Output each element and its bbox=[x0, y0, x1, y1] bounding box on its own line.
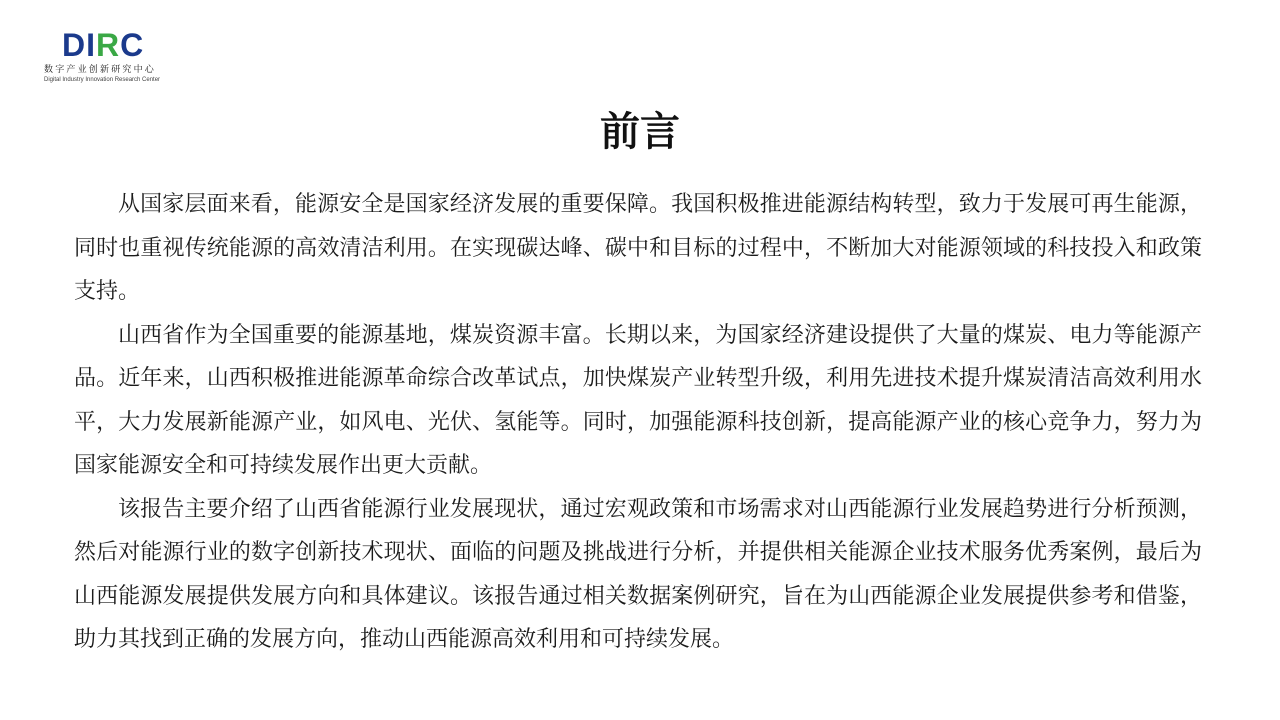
page-title: 前言 bbox=[600, 109, 680, 155]
logo-subtitle-en: Digital Industry Innovation Research Center bbox=[44, 77, 161, 83]
logo-subtitle: 数字产业创新研究中心 bbox=[44, 65, 157, 75]
paragraph-2: 山西省作为全国重要的能源基地，煤炭资源丰富。长期以来，为国家经济建设提供了大量的煤炭、电力等能源产品。近年来，山西积极推进能源革命综合改革试点，加快煤炭产业转型升级，利用先进技术提升煤炭清洁高效利用水平，大力发展新能源产业，如风电、光伏、氢能等。同时，加强能源科技创新，提高能源产业的核心竞争力，努力为国家能源安全和可持续发展作出更大贡献。 bbox=[74, 322, 1202, 478]
dirc-logo bbox=[44, 28, 184, 86]
logo-mark-blue-end: C bbox=[120, 27, 145, 63]
paragraph-1: 从国家层面来看，能源安全是国家经济发展的重要保障。我国积极推进能源结构转型，致力于发展可再生能源，同时也重视传统能源的高效清洁利用。在实现碳达峰、碳中和目标的过程中，不断加大对能源领域的科技投入和政策支持。 bbox=[74, 192, 1202, 304]
logo-mark bbox=[62, 28, 144, 62]
paragraph-3: 该报告主要介绍了山西省能源行业发展现状，通过宏观政策和市场需求对山西能源行业发展趋势进行分析预测，然后对能源行业的数字创新技术现状、面临的问题及挑战进行分析，并提供相关能源企业技术服务优秀案例，最后为山西能源发展提供发展方向和具体建议。该报告通过相关数据案例研究，旨在为山西能源企业发展提供参考和借鉴，助力其找到正确的发展方向，推动山西能源高效利用和可持续发展。 bbox=[74, 496, 1202, 652]
logo-mark-green: R bbox=[96, 27, 121, 63]
logo-mark-blue: DI bbox=[62, 27, 96, 63]
preface-body bbox=[74, 183, 1202, 662]
